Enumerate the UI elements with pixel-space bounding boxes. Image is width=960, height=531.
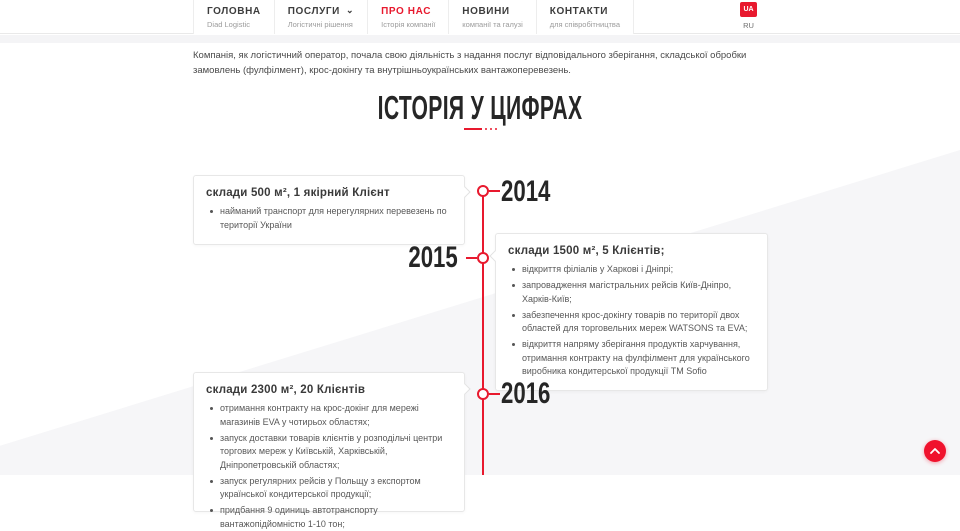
main-nav	[193, 0, 634, 34]
nav-item-subtitle: Логістичні рішення	[287, 19, 353, 29]
timeline-tick-2016	[489, 393, 500, 395]
nav-item-services[interactable]	[274, 0, 367, 34]
card-heading: склади 2300 м², 20 Клієнтів	[206, 384, 366, 396]
nav-item-news[interactable]	[448, 0, 535, 34]
header	[0, 0, 960, 34]
nav-item-about[interactable]	[367, 0, 448, 34]
diagonal-background-shape	[0, 150, 960, 475]
nav-item-contacts[interactable]	[536, 0, 634, 34]
nav-item-title	[288, 6, 354, 17]
nav-item-title: ПРО НАС	[381, 6, 432, 18]
decor-dot	[490, 128, 492, 130]
nav-item-title: НОВИНИ	[462, 6, 510, 18]
nav-item-title: ГОЛОВНА	[207, 6, 261, 18]
card-bullet: придбання 9 одиниць автотранспорту вантажопідйомністю 1-10 тон;	[210, 504, 452, 531]
timeline-year-2014: 2014	[501, 175, 551, 208]
timeline-year-2015: 2015	[408, 241, 458, 274]
timeline-year-2016: 2016	[501, 377, 551, 410]
timeline-line	[482, 190, 484, 475]
decor-bar	[464, 128, 482, 130]
card-bullet: забезпечення крос-докінгу товарів по території двох областей для торговельних мереж WATSONS та EVA;	[512, 309, 755, 336]
decor-dot	[495, 128, 497, 130]
card-bullet: запуск регулярних рейсів у Польщу з експортом української кондитерської продукції;	[210, 475, 452, 502]
card-heading: склади 1500 м², 5 Клієнтів;	[508, 245, 665, 257]
header-divider-strip	[0, 35, 960, 43]
chevron-down-icon: ⌄	[345, 4, 355, 15]
card-bullet-list	[206, 402, 452, 531]
timeline-card-2014	[193, 175, 465, 245]
timeline-node-2015	[477, 252, 489, 264]
nav-item-title: КОНТАКТИ	[549, 6, 609, 18]
nav-item-subtitle: компанії та галузі	[462, 19, 523, 29]
card-caret	[459, 186, 470, 197]
language-switcher	[740, 2, 757, 30]
card-heading: склади 500 м², 1 якірний Клієнт	[206, 187, 390, 199]
card-bullet: отримання контракту на крос-докінг для мережі магазинів EVA у чотирьох областях;	[210, 402, 452, 429]
nav-item-subtitle: Історія компанії	[381, 19, 436, 29]
card-bullet: відкриття філіалів у Харкові і Дніпрі;	[512, 263, 755, 277]
decor-dot	[485, 128, 487, 130]
lang-ua-button[interactable]: UA	[740, 2, 757, 17]
timeline-tick-2014	[489, 190, 500, 192]
card-bullet: запровадження магістральних рейсів Київ-Дніпро, Харків-Київ;	[512, 279, 755, 306]
nav-item-home[interactable]	[193, 0, 274, 34]
card-bullet: відкриття напряму зберігання продуктів харчування, отримання контракту на фулфілмент для українського виробника кондитерської продукції ТМ Sofio	[512, 338, 755, 379]
nav-item-subtitle: Diad Logistic	[207, 19, 250, 29]
timeline-node-2016	[477, 388, 489, 400]
card-bullet-list	[508, 263, 755, 379]
card-bullet-list	[206, 205, 452, 232]
title-underline-decoration	[0, 128, 960, 130]
timeline-card-2015	[495, 233, 768, 391]
page-title: ІСТОРІЯ У ЦИФРАХ	[377, 89, 583, 126]
card-bullet: найманий транспорт для нерегулярних перевезень по території України	[210, 205, 452, 232]
timeline-card-2016	[193, 372, 465, 529]
chevron-up-icon	[930, 448, 940, 454]
intro-paragraph: Компанія, як логістичний оператор, почала свою діяльність з надання послуг відповідального зберігання, складської обробки замовлень (фулфілмент), крос-докінгу та внутрішньоукраїнських вантажоперевезень.	[193, 50, 747, 76]
card-caret	[489, 250, 500, 261]
nav-item-subtitle: для співробітництва	[549, 19, 620, 29]
nav-item-title-text: ПОСЛУГИ	[287, 6, 340, 18]
timeline-node-2014	[477, 185, 489, 197]
scroll-to-top-button[interactable]	[924, 440, 946, 462]
lang-ru-button[interactable]: RU	[743, 21, 754, 30]
timeline-tick-2015	[466, 257, 477, 259]
card-bullet: запуск доставки товарів клієнтів у розподільчі центри торгових мереж у Київській, Харківській, Дніпропетровській областях;	[210, 432, 452, 473]
